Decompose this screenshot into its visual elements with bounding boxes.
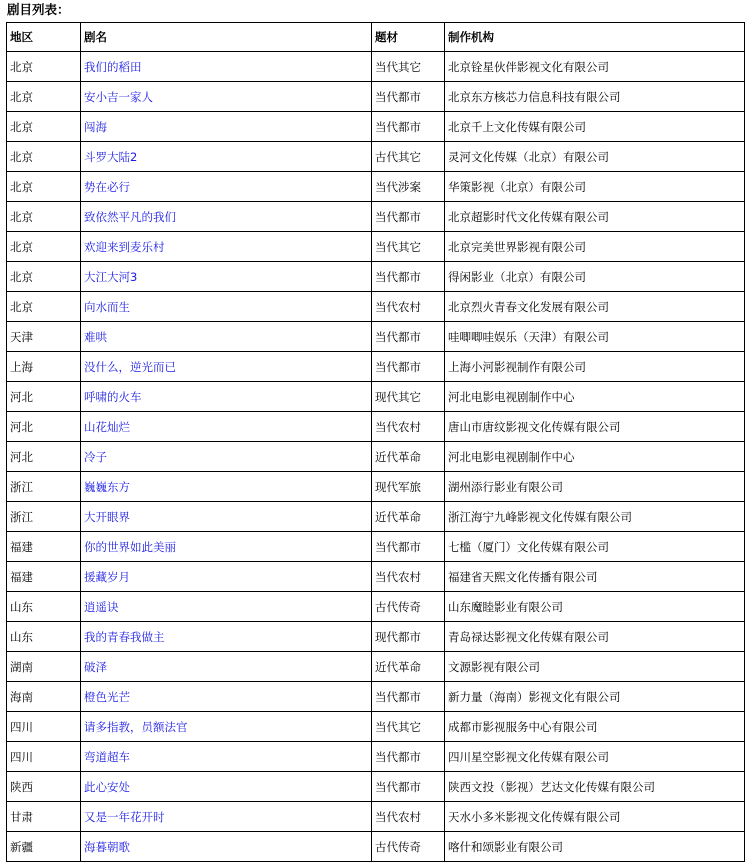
drama-title-link[interactable]: 大江大河3 [84,269,138,284]
org-cell: 新力量（海南）影视文化有限公司 [445,682,745,712]
table-row [7,292,745,322]
drama-title-link[interactable]: 致依然平凡的我们 [84,209,176,224]
drama-title-link[interactable]: 橙色光芒 [84,689,130,704]
table-row [7,712,745,742]
genre-cell: 近代革命 [372,502,445,532]
region-cell: 河北 [7,412,81,442]
table-row [7,682,745,712]
genre-cell: 当代都市 [372,112,445,142]
genre-cell: 当代农村 [372,802,445,832]
region-cell: 北京 [7,232,81,262]
region-cell: 四川 [7,742,81,772]
drama-title-link[interactable]: 势在必行 [84,179,130,194]
title-cell [81,712,372,742]
table-row [7,442,745,472]
drama-title-link[interactable]: 难哄 [84,329,107,344]
org-cell: 喀什和颂影业有限公司 [445,832,745,862]
title-cell [81,472,372,502]
org-cell: 文源影视有限公司 [445,652,745,682]
region-cell: 陕西 [7,772,81,802]
title-cell [81,262,372,292]
title-cell [81,292,372,322]
column-header-region: 地区 [7,23,81,52]
region-cell: 北京 [7,82,81,112]
org-cell: 天水小多米影视文化传媒有限公司 [445,802,745,832]
title-cell [81,352,372,382]
org-cell: 河北电影电视剧制作中心 [445,442,745,472]
title-cell [81,682,372,712]
region-cell: 山东 [7,592,81,622]
region-cell: 河北 [7,382,81,412]
region-cell: 山东 [7,622,81,652]
genre-cell: 当代都市 [372,532,445,562]
genre-cell: 现代都市 [372,622,445,652]
drama-table [6,22,745,862]
title-cell [81,172,372,202]
region-cell: 北京 [7,202,81,232]
drama-title-link[interactable]: 大开眼界 [84,509,130,524]
table-row [7,352,745,382]
table-row [7,142,745,172]
title-cell [81,652,372,682]
genre-cell: 当代都市 [372,322,445,352]
region-cell: 湖南 [7,652,81,682]
genre-cell: 近代革命 [372,442,445,472]
org-cell: 北京铨星伙伴影视文化有限公司 [445,52,745,82]
org-cell: 哇唧唧哇娱乐（天津）有限公司 [445,322,745,352]
table-row [7,232,745,262]
org-cell: 北京东方核芯力信息科技有限公司 [445,82,745,112]
table-row [7,622,745,652]
table-row [7,652,745,682]
org-cell: 北京烈火青春文化发展有限公司 [445,292,745,322]
drama-title-link[interactable]: 没什么，逆光而已 [84,359,176,374]
title-cell [81,532,372,562]
table-row [7,82,745,112]
genre-cell: 当代农村 [372,412,445,442]
drama-title-link[interactable]: 斗罗大陆2 [84,149,138,164]
drama-title-link[interactable]: 弯道超车 [84,749,130,764]
table-row [7,472,745,502]
title-cell [81,202,372,232]
genre-cell: 现代其它 [372,382,445,412]
drama-title-link[interactable]: 我的青春我做主 [84,629,165,644]
org-cell: 北京超影时代文化传媒有限公司 [445,202,745,232]
genre-cell: 当代都市 [372,82,445,112]
org-cell: 华策影视（北京）有限公司 [445,172,745,202]
genre-cell: 当代都市 [372,262,445,292]
table-row [7,592,745,622]
table-row [7,52,745,82]
org-cell: 浙江海宁九峰影视文化传媒有限公司 [445,502,745,532]
title-cell [81,142,372,172]
title-cell [81,832,372,862]
drama-title-link[interactable]: 我们的稻田 [84,59,142,74]
title-cell [81,592,372,622]
drama-title-link[interactable]: 呼啸的火车 [84,389,142,404]
table-body [7,52,745,862]
drama-title-link[interactable]: 你的世界如此美丽 [84,539,176,554]
genre-cell: 当代都市 [372,772,445,802]
title-cell [81,562,372,592]
org-cell: 唐山市唐纹影视文化传媒有限公司 [445,412,745,442]
region-cell: 天津 [7,322,81,352]
region-cell: 北京 [7,52,81,82]
genre-cell: 当代都市 [372,352,445,382]
table-row [7,412,745,442]
table-header-row [7,23,745,52]
column-header-genre: 题材 [372,23,445,52]
region-cell: 上海 [7,352,81,382]
org-cell: 成都市影视服务中心有限公司 [445,712,745,742]
drama-title-link[interactable]: 山花灿烂 [84,419,130,434]
region-cell: 海南 [7,682,81,712]
title-cell [81,322,372,352]
org-cell: 上海小河影视制作有限公司 [445,352,745,382]
org-cell: 北京千上文化传媒有限公司 [445,112,745,142]
table-row [7,382,745,412]
genre-cell: 当代农村 [372,562,445,592]
drama-title-link[interactable]: 欢迎来到麦乐村 [84,239,165,254]
region-cell: 福建 [7,532,81,562]
genre-cell: 古代传奇 [372,592,445,622]
region-cell: 浙江 [7,472,81,502]
genre-cell: 当代都市 [372,682,445,712]
table-row [7,202,745,232]
title-cell [81,382,372,412]
column-header-title: 剧名 [81,23,372,52]
genre-cell: 当代涉案 [372,172,445,202]
org-cell: 青岛禄达影视文化传媒有限公司 [445,622,745,652]
genre-cell: 当代都市 [372,202,445,232]
title-cell [81,502,372,532]
genre-cell: 现代军旅 [372,472,445,502]
drama-title-link[interactable]: 海暮朝歌 [84,839,130,854]
org-cell: 河北电影电视剧制作中心 [445,382,745,412]
genre-cell: 当代其它 [372,52,445,82]
title-cell [81,622,372,652]
org-cell: 陕西文投（影视）艺达文化传媒有限公司 [445,772,745,802]
title-cell [81,412,372,442]
region-cell: 北京 [7,112,81,142]
table-row [7,562,745,592]
region-cell: 甘肃 [7,802,81,832]
table-row [7,322,745,352]
title-cell [81,772,372,802]
drama-title-link[interactable]: 逍遥诀 [84,599,119,614]
genre-cell: 当代其它 [372,232,445,262]
drama-title-link[interactable]: 又是一年花开时 [84,809,165,824]
drama-title-link[interactable]: 闯海 [84,119,107,134]
title-cell [81,742,372,772]
title-cell [81,82,372,112]
title-cell [81,802,372,832]
region-cell: 四川 [7,712,81,742]
table-row [7,262,745,292]
genre-cell: 当代其它 [372,712,445,742]
org-cell: 七槛（厦门）文化传媒有限公司 [445,532,745,562]
org-cell: 山东魔睦影业有限公司 [445,592,745,622]
table-row [7,802,745,832]
table-row [7,112,745,142]
title-cell [81,112,372,142]
org-cell: 得闲影业（北京）有限公司 [445,262,745,292]
table-row [7,502,745,532]
list-title: 剧目列表： [7,2,70,17]
drama-title-link[interactable]: 此心安处 [84,779,130,794]
table-row [7,772,745,802]
region-cell: 新疆 [7,832,81,862]
column-header-org: 制作机构 [445,23,745,52]
region-cell: 北京 [7,262,81,292]
region-cell: 福建 [7,562,81,592]
genre-cell: 当代农村 [372,292,445,322]
drama-title-link[interactable]: 援藏岁月 [84,569,130,584]
org-cell: 湖州添行影业有限公司 [445,472,745,502]
genre-cell: 古代传奇 [372,832,445,862]
region-cell: 北京 [7,142,81,172]
title-cell [81,442,372,472]
region-cell: 北京 [7,292,81,322]
title-cell [81,52,372,82]
drama-title-link[interactable]: 破泽 [84,659,107,674]
org-cell: 北京完美世界影视有限公司 [445,232,745,262]
table-row [7,172,745,202]
title-cell [81,232,372,262]
org-cell: 福建省天熙文化传播有限公司 [445,562,745,592]
region-cell: 浙江 [7,502,81,532]
genre-cell: 当代都市 [372,742,445,772]
drama-title-link[interactable]: 请多指教，员额法官 [84,719,188,734]
drama-title-link[interactable]: 冷子 [84,449,107,464]
table-row [7,532,745,562]
drama-title-link[interactable]: 向水而生 [84,299,130,314]
drama-title-link[interactable]: 安小吉一家人 [84,89,153,104]
org-cell: 灵河文化传媒（北京）有限公司 [445,142,745,172]
drama-title-link[interactable]: 巍巍东方 [84,479,130,494]
org-cell: 四川星空影视文化传媒有限公司 [445,742,745,772]
table-row [7,742,745,772]
genre-cell: 近代革命 [372,652,445,682]
region-cell: 北京 [7,172,81,202]
table-row [7,832,745,862]
genre-cell: 古代其它 [372,142,445,172]
region-cell: 河北 [7,442,81,472]
